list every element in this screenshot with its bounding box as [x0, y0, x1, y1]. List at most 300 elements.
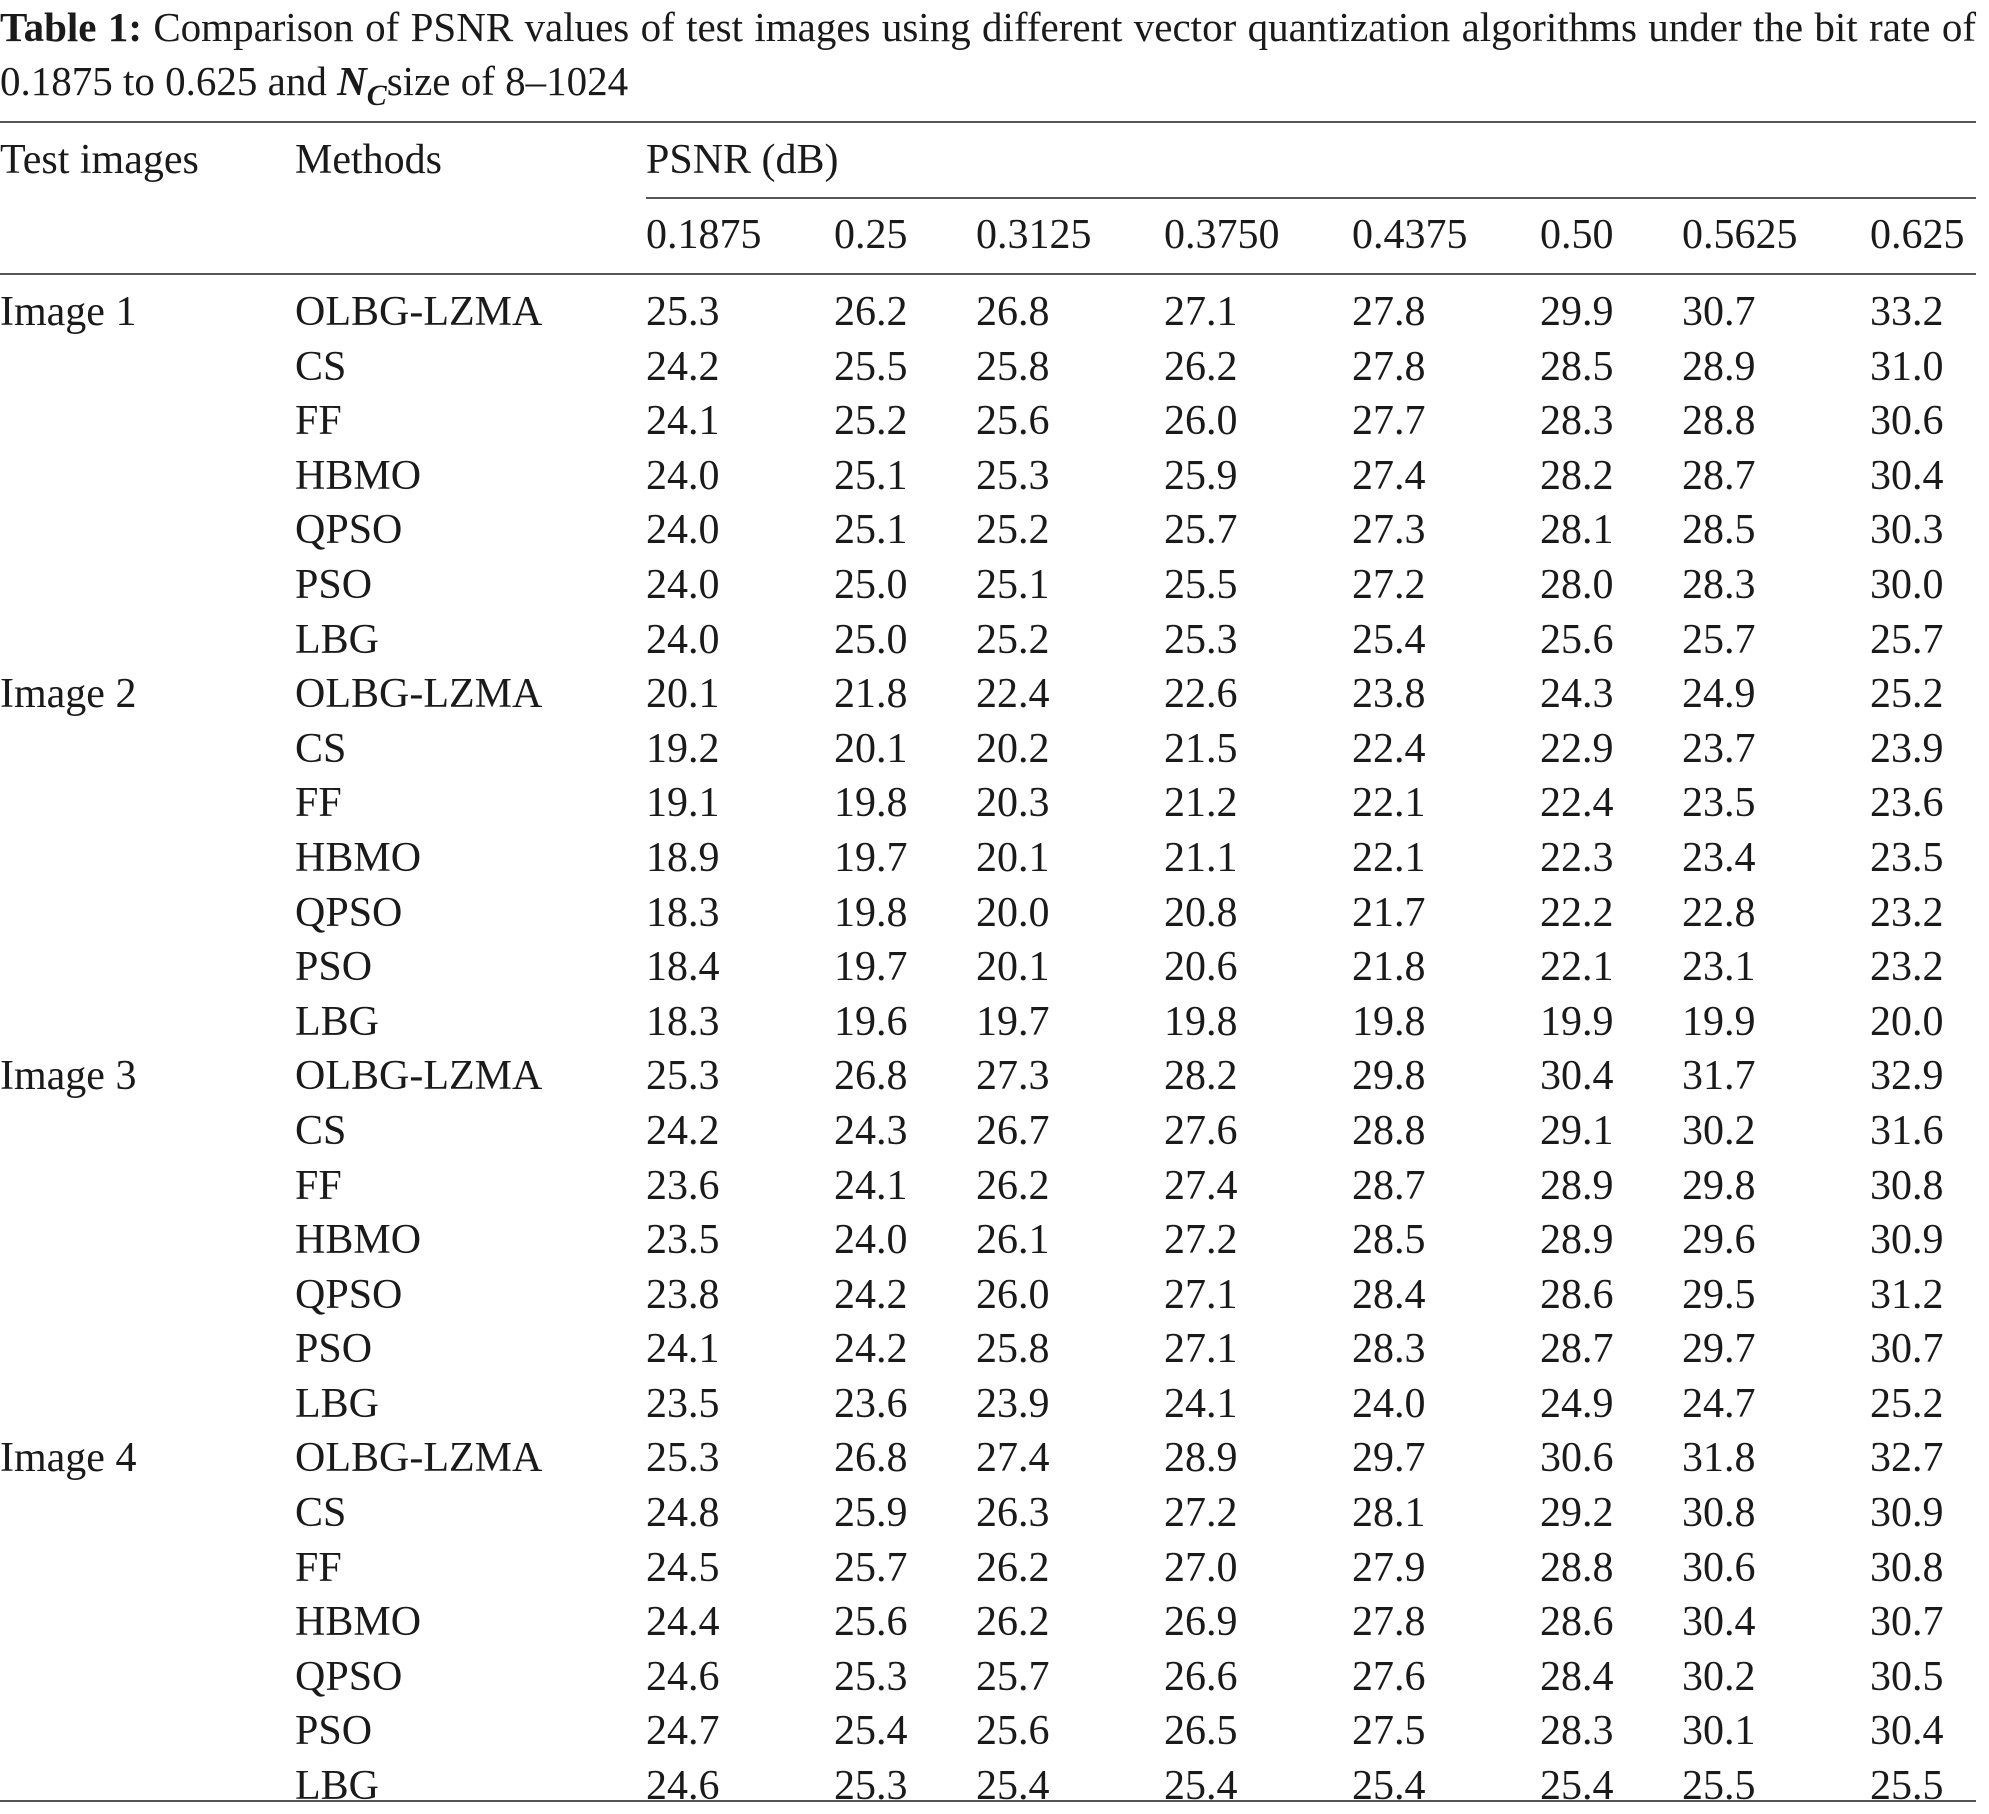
psnr-value-cell: 24.6: [646, 1653, 720, 1700]
psnr-value-cell: 25.5: [1164, 561, 1238, 608]
method-cell: CS: [295, 1107, 347, 1154]
psnr-value-cell: 30.2: [1682, 1107, 1756, 1154]
psnr-value-cell: 26.9: [1164, 1599, 1238, 1646]
psnr-value-cell: 19.9: [1682, 998, 1756, 1045]
psnr-value-cell: 28.3: [1352, 1326, 1426, 1373]
caption-text: Comparison of PSNR values of test images using different vector quantization algorithms under the bit rate of 0.1875 to 0.625 and: [0, 4, 1976, 104]
psnr-value-cell: 19.7: [834, 834, 908, 881]
psnr-value-cell: 26.1: [976, 1217, 1050, 1264]
psnr-value-cell: 23.2: [1870, 944, 1944, 991]
psnr-value-cell: 25.0: [834, 616, 908, 663]
psnr-value-cell: 28.4: [1540, 1653, 1614, 1700]
psnr-value-cell: 19.9: [1540, 998, 1614, 1045]
table-row: [0, 1595, 1986, 1650]
psnr-value-cell: 28.9: [1540, 1217, 1614, 1264]
method-cell: QPSO: [295, 889, 403, 936]
caption-text-end: size of 8–1024: [386, 58, 629, 104]
test-image-cell: [0, 1759, 295, 1814]
psnr-value-cell: 25.9: [834, 1490, 908, 1537]
test-image-cell: Image 3: [0, 1053, 137, 1100]
psnr-value-cell: 18.9: [646, 834, 720, 881]
psnr-value-cell: 20.3: [976, 780, 1050, 827]
psnr-value-cell: 18.4: [646, 944, 720, 991]
psnr-value-cell: 24.1: [646, 1326, 720, 1373]
table-body: [0, 285, 1986, 1814]
psnr-value-cell: 32.9: [1870, 1053, 1944, 1100]
psnr-value-cell: 27.8: [1352, 1599, 1426, 1646]
method-cell: QPSO: [295, 1271, 403, 1318]
psnr-value-cell: 22.4: [1540, 780, 1614, 827]
test-image-cell: [0, 1704, 295, 1759]
psnr-value-cell: 25.6: [976, 398, 1050, 445]
psnr-value-cell: 27.3: [1352, 507, 1426, 554]
psnr-value-cell: 29.7: [1682, 1326, 1756, 1373]
test-image-cell: [0, 394, 295, 449]
psnr-value-cell: 28.3: [1540, 1708, 1614, 1755]
psnr-value-cell: 28.3: [1682, 561, 1756, 608]
test-image-cell: [0, 1541, 295, 1596]
psnr-value-cell: 30.8: [1870, 1162, 1944, 1209]
psnr-value-cell: 24.2: [646, 343, 720, 390]
psnr-value-cell: 24.9: [1540, 1380, 1614, 1427]
table-row: [0, 394, 1986, 449]
method-cell: LBG: [295, 1763, 379, 1810]
psnr-value-cell: 29.8: [1682, 1162, 1756, 1209]
psnr-value-cell: 19.1: [646, 780, 720, 827]
psnr-value-cell: 19.7: [834, 944, 908, 991]
psnr-value-cell: 24.1: [1164, 1380, 1238, 1427]
psnr-value-cell: 20.1: [646, 671, 720, 718]
psnr-value-cell: 23.1: [1682, 944, 1756, 991]
psnr-value-cell: 25.4: [1164, 1763, 1238, 1810]
psnr-value-cell: 20.6: [1164, 944, 1238, 991]
method-cell: PSO: [295, 944, 373, 991]
psnr-value-cell: 27.1: [1164, 1271, 1238, 1318]
table-row: [0, 558, 1986, 613]
method-cell: PSO: [295, 1708, 373, 1755]
test-image-cell: [0, 613, 295, 668]
psnr-value-cell: 27.8: [1352, 289, 1426, 335]
psnr-value-cell: 28.8: [1352, 1107, 1426, 1154]
test-image-cell: [0, 1104, 295, 1159]
bottom-rule: [0, 1800, 1976, 1802]
psnr-value-cell: 26.7: [976, 1107, 1050, 1154]
psnr-value-cell: 28.6: [1540, 1599, 1614, 1646]
psnr-value-cell: 23.5: [1870, 834, 1944, 881]
psnr-value-cell: 20.2: [976, 725, 1050, 772]
psnr-value-cell: 26.8: [976, 289, 1050, 335]
table-row: [0, 1704, 1986, 1759]
psnr-value-cell: 30.8: [1682, 1490, 1756, 1537]
psnr-value-cell: 25.4: [1540, 1763, 1614, 1810]
table-row: [0, 449, 1986, 504]
header-bit-rate: 0.625: [1870, 212, 1965, 258]
psnr-value-cell: 28.6: [1540, 1271, 1614, 1318]
psnr-value-cell: 28.7: [1352, 1162, 1426, 1209]
test-image-cell: [0, 1650, 295, 1705]
method-cell: CS: [295, 725, 347, 772]
test-image-cell: [0, 940, 295, 995]
psnr-value-cell: 24.1: [834, 1162, 908, 1209]
psnr-value-cell: 24.4: [646, 1599, 720, 1646]
test-image-cell: [0, 886, 295, 941]
psnr-value-cell: 30.4: [1870, 452, 1944, 499]
psnr-value-cell: 27.1: [1164, 1326, 1238, 1373]
psnr-value-cell: 25.0: [834, 561, 908, 608]
psnr-value-cell: 25.3: [646, 289, 720, 335]
psnr-value-cell: 19.8: [834, 780, 908, 827]
psnr-value-cell: 30.6: [1870, 398, 1944, 445]
psnr-value-cell: 25.2: [1870, 1380, 1944, 1427]
psnr-value-cell: 30.3: [1870, 507, 1944, 554]
psnr-value-cell: 30.7: [1682, 289, 1756, 335]
psnr-value-cell: 25.8: [976, 1326, 1050, 1373]
psnr-value-cell: 25.7: [1870, 616, 1944, 663]
method-cell: PSO: [295, 1326, 373, 1373]
psnr-value-cell: 30.7: [1870, 1326, 1944, 1373]
psnr-value-cell: 25.2: [1870, 671, 1944, 718]
psnr-value-cell: 24.0: [646, 452, 720, 499]
psnr-value-cell: 25.4: [1352, 1763, 1426, 1810]
psnr-value-cell: 19.2: [646, 725, 720, 772]
psnr-value-cell: 29.7: [1352, 1435, 1426, 1482]
header-bit-rate: 0.50: [1540, 212, 1614, 258]
method-cell: FF: [295, 1162, 342, 1209]
psnr-value-cell: 25.5: [1870, 1763, 1944, 1810]
psnr-value-cell: 30.9: [1870, 1490, 1944, 1537]
psnr-value-cell: 28.1: [1352, 1490, 1426, 1537]
psnr-value-cell: 30.6: [1682, 1544, 1756, 1591]
psnr-value-cell: 21.8: [1352, 944, 1426, 991]
psnr-value-cell: 33.2: [1870, 289, 1944, 335]
header-bit-rate: 0.4375: [1352, 212, 1468, 258]
psnr-value-cell: 25.7: [834, 1544, 908, 1591]
method-cell: OLBG-LZMA: [295, 289, 543, 335]
method-cell: LBG: [295, 616, 379, 663]
psnr-value-cell: 24.1: [646, 398, 720, 445]
psnr-value-cell: 29.6: [1682, 1217, 1756, 1264]
psnr-value-cell: 24.5: [646, 1544, 720, 1591]
psnr-value-cell: 30.2: [1682, 1653, 1756, 1700]
psnr-value-cell: 27.4: [1164, 1162, 1238, 1209]
test-image-cell: [0, 449, 295, 504]
table-row: [0, 1377, 1986, 1432]
psnr-value-cell: 20.8: [1164, 889, 1238, 936]
psnr-value-cell: 25.5: [1682, 1763, 1756, 1810]
psnr-value-cell: 23.6: [646, 1162, 720, 1209]
psnr-value-cell: 29.5: [1682, 1271, 1756, 1318]
psnr-value-cell: 30.4: [1540, 1053, 1614, 1100]
psnr-value-cell: 22.2: [1540, 889, 1614, 936]
test-image-cell: Image 4: [0, 1435, 137, 1482]
table-row: [0, 831, 1986, 886]
psnr-value-cell: 31.2: [1870, 1271, 1944, 1318]
psnr-subheader-rule: [646, 197, 1976, 199]
method-cell: LBG: [295, 1380, 379, 1427]
psnr-value-cell: 31.7: [1682, 1053, 1756, 1100]
psnr-value-cell: 28.5: [1540, 343, 1614, 390]
psnr-value-cell: 25.4: [834, 1708, 908, 1755]
test-image-cell: [0, 1486, 295, 1541]
psnr-value-cell: 30.8: [1870, 1544, 1944, 1591]
psnr-value-cell: 27.4: [1352, 452, 1426, 499]
psnr-value-cell: 27.6: [1352, 1653, 1426, 1700]
psnr-value-cell: 25.3: [646, 1435, 720, 1482]
psnr-value-cell: 23.7: [1682, 725, 1756, 772]
psnr-value-cell: 19.8: [1352, 998, 1426, 1045]
psnr-value-cell: 32.7: [1870, 1435, 1944, 1482]
psnr-value-cell: 19.6: [834, 998, 908, 1045]
psnr-value-cell: 25.2: [976, 507, 1050, 554]
psnr-value-cell: 24.0: [646, 507, 720, 554]
psnr-value-cell: 28.7: [1682, 452, 1756, 499]
method-cell: OLBG-LZMA: [295, 1435, 543, 1482]
table-row: [0, 667, 1986, 722]
psnr-value-cell: 23.8: [1352, 671, 1426, 718]
psnr-value-cell: 27.2: [1352, 561, 1426, 608]
psnr-value-cell: 22.9: [1540, 725, 1614, 772]
psnr-value-cell: 31.0: [1870, 343, 1944, 390]
psnr-value-cell: 22.8: [1682, 889, 1756, 936]
psnr-value-cell: 26.0: [976, 1271, 1050, 1318]
test-image-cell: [0, 558, 295, 613]
psnr-value-cell: 31.6: [1870, 1107, 1944, 1154]
psnr-value-cell: 22.1: [1352, 834, 1426, 881]
table-row: [0, 722, 1986, 777]
psnr-value-cell: 23.5: [1682, 780, 1756, 827]
header-bit-rate: 0.3125: [976, 212, 1092, 258]
psnr-value-cell: 24.7: [646, 1708, 720, 1755]
psnr-value-cell: 26.6: [1164, 1653, 1238, 1700]
psnr-value-cell: 23.4: [1682, 834, 1756, 881]
psnr-value-cell: 27.0: [1164, 1544, 1238, 1591]
psnr-value-cell: 24.8: [646, 1490, 720, 1537]
psnr-value-cell: 26.2: [976, 1162, 1050, 1209]
psnr-value-cell: 30.5: [1870, 1653, 1944, 1700]
header-bit-rate: 0.3750: [1164, 212, 1280, 258]
psnr-value-cell: 22.3: [1540, 834, 1614, 881]
psnr-value-cell: 24.3: [834, 1107, 908, 1154]
psnr-value-cell: 29.9: [1540, 289, 1614, 335]
table-row: [0, 1431, 1986, 1486]
psnr-value-cell: 25.2: [834, 398, 908, 445]
psnr-value-cell: 24.2: [834, 1326, 908, 1373]
table-row: [0, 1104, 1986, 1159]
psnr-value-cell: 28.0: [1540, 561, 1614, 608]
psnr-value-cell: 30.9: [1870, 1217, 1944, 1264]
psnr-value-cell: 30.4: [1682, 1599, 1756, 1646]
psnr-value-cell: 18.3: [646, 998, 720, 1045]
method-cell: OLBG-LZMA: [295, 671, 543, 718]
psnr-value-cell: 28.9: [1682, 343, 1756, 390]
method-cell: LBG: [295, 998, 379, 1045]
psnr-value-cell: 24.6: [646, 1763, 720, 1810]
psnr-value-cell: 22.4: [1352, 725, 1426, 772]
psnr-value-cell: 23.6: [834, 1380, 908, 1427]
psnr-value-cell: 23.6: [1870, 780, 1944, 827]
psnr-value-cell: 24.0: [834, 1217, 908, 1264]
psnr-value-cell: 24.9: [1682, 671, 1756, 718]
table-row: [0, 1049, 1986, 1104]
psnr-value-cell: 23.5: [646, 1217, 720, 1264]
caption-symbol: N: [337, 58, 367, 104]
table-row: [0, 1759, 1986, 1814]
psnr-value-cell: 24.0: [646, 561, 720, 608]
table-row: [0, 1159, 1986, 1214]
psnr-value-cell: 25.3: [976, 452, 1050, 499]
psnr-value-cell: 27.1: [1164, 289, 1238, 335]
psnr-value-cell: 25.3: [1164, 616, 1238, 663]
psnr-value-cell: 23.9: [976, 1380, 1050, 1427]
caption-label: Table 1:: [0, 4, 142, 50]
table-row: [0, 1541, 1986, 1596]
psnr-value-cell: 26.2: [834, 289, 908, 335]
psnr-value-cell: 26.2: [976, 1544, 1050, 1591]
header-psnr: PSNR (dB): [646, 137, 839, 183]
psnr-value-cell: 24.0: [646, 616, 720, 663]
psnr-value-cell: 25.9: [1164, 452, 1238, 499]
psnr-value-cell: 30.4: [1870, 1708, 1944, 1755]
method-cell: OLBG-LZMA: [295, 1053, 543, 1100]
psnr-value-cell: 20.1: [976, 834, 1050, 881]
header-test-images: Test images: [0, 137, 199, 183]
psnr-value-cell: 29.2: [1540, 1490, 1614, 1537]
method-cell: FF: [295, 780, 342, 827]
psnr-value-cell: 26.2: [1164, 343, 1238, 390]
psnr-value-cell: 25.1: [976, 561, 1050, 608]
test-image-cell: [0, 503, 295, 558]
table-row: [0, 340, 1986, 395]
psnr-value-cell: 27.2: [1164, 1490, 1238, 1537]
psnr-value-cell: 25.7: [976, 1653, 1050, 1700]
test-image-cell: [0, 722, 295, 777]
psnr-value-cell: 28.1: [1540, 507, 1614, 554]
psnr-value-cell: 21.8: [834, 671, 908, 718]
psnr-value-cell: 25.6: [1540, 616, 1614, 663]
psnr-value-cell: 24.2: [834, 1271, 908, 1318]
psnr-value-cell: 22.4: [976, 671, 1050, 718]
psnr-value-cell: 25.1: [834, 452, 908, 499]
table-caption: [0, 0, 1976, 113]
psnr-value-cell: 20.0: [1870, 998, 1944, 1045]
table-row: [0, 940, 1986, 995]
psnr-value-cell: 26.8: [834, 1435, 908, 1482]
psnr-value-cell: 30.7: [1870, 1599, 1944, 1646]
psnr-value-cell: 23.2: [1870, 889, 1944, 936]
psnr-value-cell: 22.6: [1164, 671, 1238, 718]
psnr-value-cell: 24.0: [1352, 1380, 1426, 1427]
psnr-value-cell: 23.8: [646, 1271, 720, 1318]
table-row: [0, 285, 1986, 340]
psnr-value-cell: 25.5: [834, 343, 908, 390]
test-image-cell: [0, 340, 295, 395]
psnr-value-cell: 21.1: [1164, 834, 1238, 881]
method-cell: CS: [295, 343, 347, 390]
psnr-value-cell: 29.8: [1352, 1053, 1426, 1100]
test-image-cell: [0, 1213, 295, 1268]
psnr-value-cell: 28.5: [1352, 1217, 1426, 1264]
psnr-value-cell: 20.0: [976, 889, 1050, 936]
table-row: [0, 1268, 1986, 1323]
header-methods: Methods: [295, 137, 442, 183]
psnr-value-cell: 19.7: [976, 998, 1050, 1045]
test-image-cell: [0, 1377, 295, 1432]
psnr-value-cell: 18.3: [646, 889, 720, 936]
psnr-value-cell: 24.2: [646, 1107, 720, 1154]
psnr-value-cell: 19.8: [1164, 998, 1238, 1045]
method-cell: CS: [295, 1490, 347, 1537]
psnr-value-cell: 28.5: [1682, 507, 1756, 554]
psnr-value-cell: 26.3: [976, 1490, 1050, 1537]
psnr-value-cell: 21.7: [1352, 889, 1426, 936]
psnr-value-cell: 25.8: [976, 343, 1050, 390]
psnr-value-cell: 22.1: [1540, 944, 1614, 991]
method-cell: QPSO: [295, 1653, 403, 1700]
psnr-value-cell: 28.9: [1164, 1435, 1238, 1482]
test-image-cell: [0, 1268, 295, 1323]
psnr-value-cell: 28.3: [1540, 398, 1614, 445]
psnr-value-cell: 25.6: [834, 1599, 908, 1646]
psnr-value-cell: 27.2: [1164, 1217, 1238, 1264]
psnr-value-cell: 29.1: [1540, 1107, 1614, 1154]
header-bottom-rule: [0, 273, 1976, 275]
psnr-value-cell: 22.1: [1352, 780, 1426, 827]
psnr-value-cell: 28.7: [1540, 1326, 1614, 1373]
psnr-value-cell: 25.6: [976, 1708, 1050, 1755]
psnr-value-cell: 27.3: [976, 1053, 1050, 1100]
test-image-cell: [0, 1322, 295, 1377]
psnr-value-cell: 25.4: [1352, 616, 1426, 663]
caption-subscript: C: [366, 79, 387, 112]
table-row: [0, 1322, 1986, 1377]
table-row: [0, 1486, 1986, 1541]
test-image-cell: [0, 776, 295, 831]
psnr-value-cell: 20.1: [834, 725, 908, 772]
method-cell: FF: [295, 398, 342, 445]
psnr-value-cell: 24.3: [1540, 671, 1614, 718]
psnr-value-cell: 26.2: [976, 1599, 1050, 1646]
header-bit-rate: 0.1875: [646, 212, 762, 258]
test-image-cell: [0, 1159, 295, 1214]
psnr-value-cell: 25.1: [834, 507, 908, 554]
psnr-value-cell: 25.2: [976, 616, 1050, 663]
table-row: [0, 776, 1986, 831]
psnr-value-cell: 27.4: [976, 1435, 1050, 1482]
psnr-value-cell: 27.8: [1352, 343, 1426, 390]
psnr-value-cell: 31.8: [1682, 1435, 1756, 1482]
psnr-value-cell: 25.7: [1164, 507, 1238, 554]
psnr-value-cell: 28.4: [1352, 1271, 1426, 1318]
table-row: [0, 1650, 1986, 1705]
psnr-value-cell: 26.0: [1164, 398, 1238, 445]
psnr-value-cell: 28.2: [1540, 452, 1614, 499]
psnr-value-cell: 27.5: [1352, 1708, 1426, 1755]
psnr-value-cell: 20.1: [976, 944, 1050, 991]
psnr-value-cell: 28.2: [1164, 1053, 1238, 1100]
method-cell: HBMO: [295, 834, 422, 881]
psnr-value-cell: 21.2: [1164, 780, 1238, 827]
psnr-value-cell: 28.8: [1682, 398, 1756, 445]
psnr-value-cell: 30.0: [1870, 561, 1944, 608]
psnr-table: [0, 285, 1986, 1814]
test-image-cell: [0, 995, 295, 1050]
psnr-value-cell: 27.7: [1352, 398, 1426, 445]
psnr-value-cell: 25.3: [834, 1653, 908, 1700]
psnr-value-cell: 27.6: [1164, 1107, 1238, 1154]
method-cell: HBMO: [295, 452, 422, 499]
psnr-value-cell: 25.3: [646, 1053, 720, 1100]
psnr-value-cell: 26.5: [1164, 1708, 1238, 1755]
